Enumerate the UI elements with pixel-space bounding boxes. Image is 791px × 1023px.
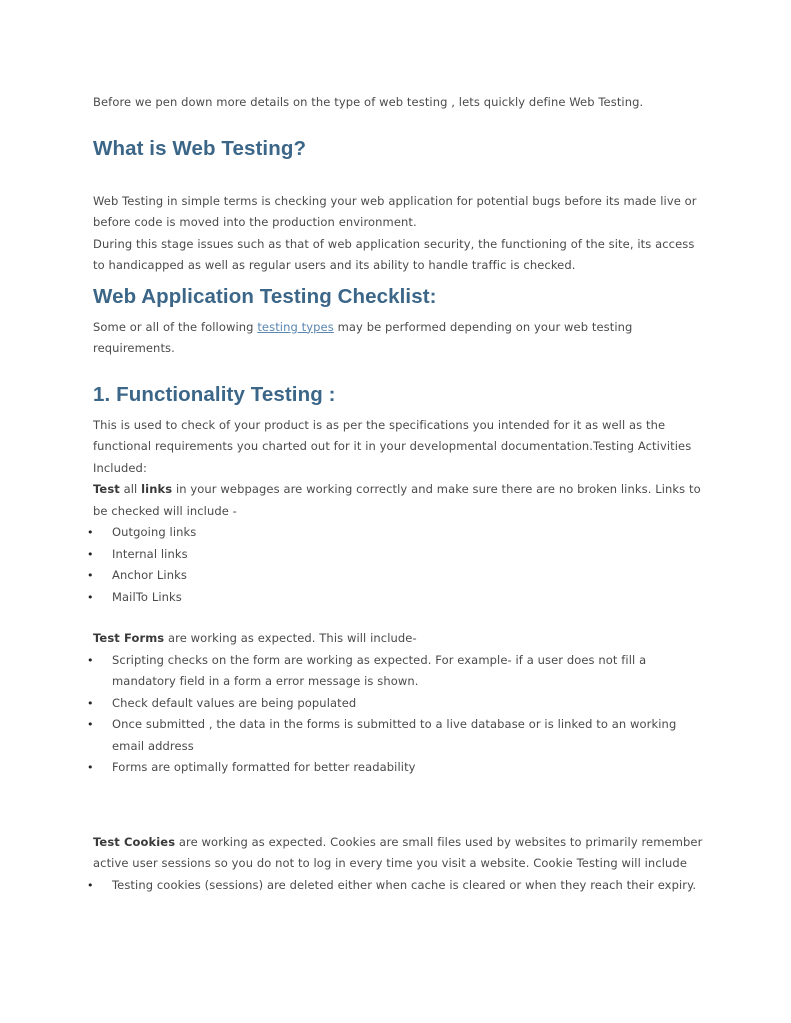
list-item-text: Scripting checks on the form are working as expected. For example- if a user does not fill a mandatory field in a form a error message is shown. <box>112 652 647 688</box>
list-item-text: Outgoing links <box>112 525 197 539</box>
forms-list <box>87 650 705 779</box>
list-item <box>87 714 705 757</box>
links-lead-paragraph <box>93 479 705 522</box>
bullet-icon: • <box>87 718 94 731</box>
list-item <box>87 565 705 587</box>
cookies-lead-rest: are working as expected. Cookies are small files used by websites to primarily remember active user sessions so you do not to log in every time you visit a website. Cookie Testing will include <box>93 834 703 870</box>
cookies-list <box>87 875 705 897</box>
cookies-lead-paragraph <box>93 832 705 875</box>
heading-checklist: Web Application Testing Checklist: <box>93 284 437 308</box>
list-item <box>87 544 705 566</box>
list-item <box>87 587 705 609</box>
forms-lead-rest: are working as expected. This will include- <box>164 631 417 645</box>
checklist-paragraph <box>93 317 705 360</box>
document-page <box>87 92 705 896</box>
list-item <box>87 522 705 544</box>
what-is-paragraph-1: Web Testing in simple terms is checking your web application for potential bugs before its made live or before code is moved into the production environment. <box>93 193 697 229</box>
forms-lead-paragraph <box>93 628 705 650</box>
bullet-icon: • <box>87 547 94 561</box>
testing-types-link[interactable]: testing types <box>257 319 334 334</box>
list-item-text: Internal links <box>112 546 188 561</box>
list-item <box>87 757 705 779</box>
checklist-text-after: may be performed depending on your web testing requirements. <box>93 319 633 355</box>
cookies-lead-bold: Test Cookies <box>93 834 176 849</box>
links-lead-rest: in your webpages are working correctly and make sure there are no broken links. Links to be checked will include - <box>93 482 701 518</box>
forms-lead-bold: Test Forms <box>93 631 165 645</box>
checklist-text-before: Some or all of the following <box>93 319 258 334</box>
bullet-icon: • <box>87 878 94 892</box>
bullet-icon: • <box>87 590 94 604</box>
intro-paragraph: Before we pen down more details on the type of web testing , lets quickly define Web Testing. <box>93 95 644 109</box>
functionality-paragraph: This is used to check of your product is as per the specifications you intended for it as well as the functional requirements you charted out for it in your developmental documentation.Testing Activities Included: <box>93 417 692 475</box>
bullet-icon: • <box>87 761 94 774</box>
bullet-icon: • <box>87 526 94 539</box>
list-item-text: Once submitted , the data in the forms is submitted to a live database or is linked to an working email address <box>112 717 677 753</box>
list-item-text: MailTo Links <box>112 589 182 604</box>
list-item <box>87 875 705 897</box>
heading-functionality-testing: 1. Functionality Testing : <box>93 382 336 406</box>
links-lead-bold-links: links <box>141 482 173 496</box>
heading-what-is-web-testing: What is Web Testing? <box>93 136 307 160</box>
links-list <box>87 522 705 608</box>
links-lead-mid: all <box>119 482 142 496</box>
bullet-icon: • <box>87 653 94 667</box>
list-item-text: Testing cookies (sessions) are deleted either when cache is cleared or when they reach their expiry. <box>112 877 697 892</box>
list-item <box>87 693 705 715</box>
links-lead-bold-test: Test <box>93 482 120 496</box>
list-item <box>87 650 705 693</box>
list-item-text: Check default values are being populated <box>112 695 357 710</box>
bullet-icon: • <box>87 569 94 582</box>
list-item-text: Anchor Links <box>112 568 187 582</box>
list-item-text: Forms are optimally formatted for better readability <box>112 760 416 774</box>
what-is-paragraph-2: During this stage issues such as that of web application security, the functioning of the site, its access to handicapped as well as regular users and its ability to handle traffic is checked. <box>93 236 695 272</box>
bullet-icon: • <box>87 696 94 710</box>
